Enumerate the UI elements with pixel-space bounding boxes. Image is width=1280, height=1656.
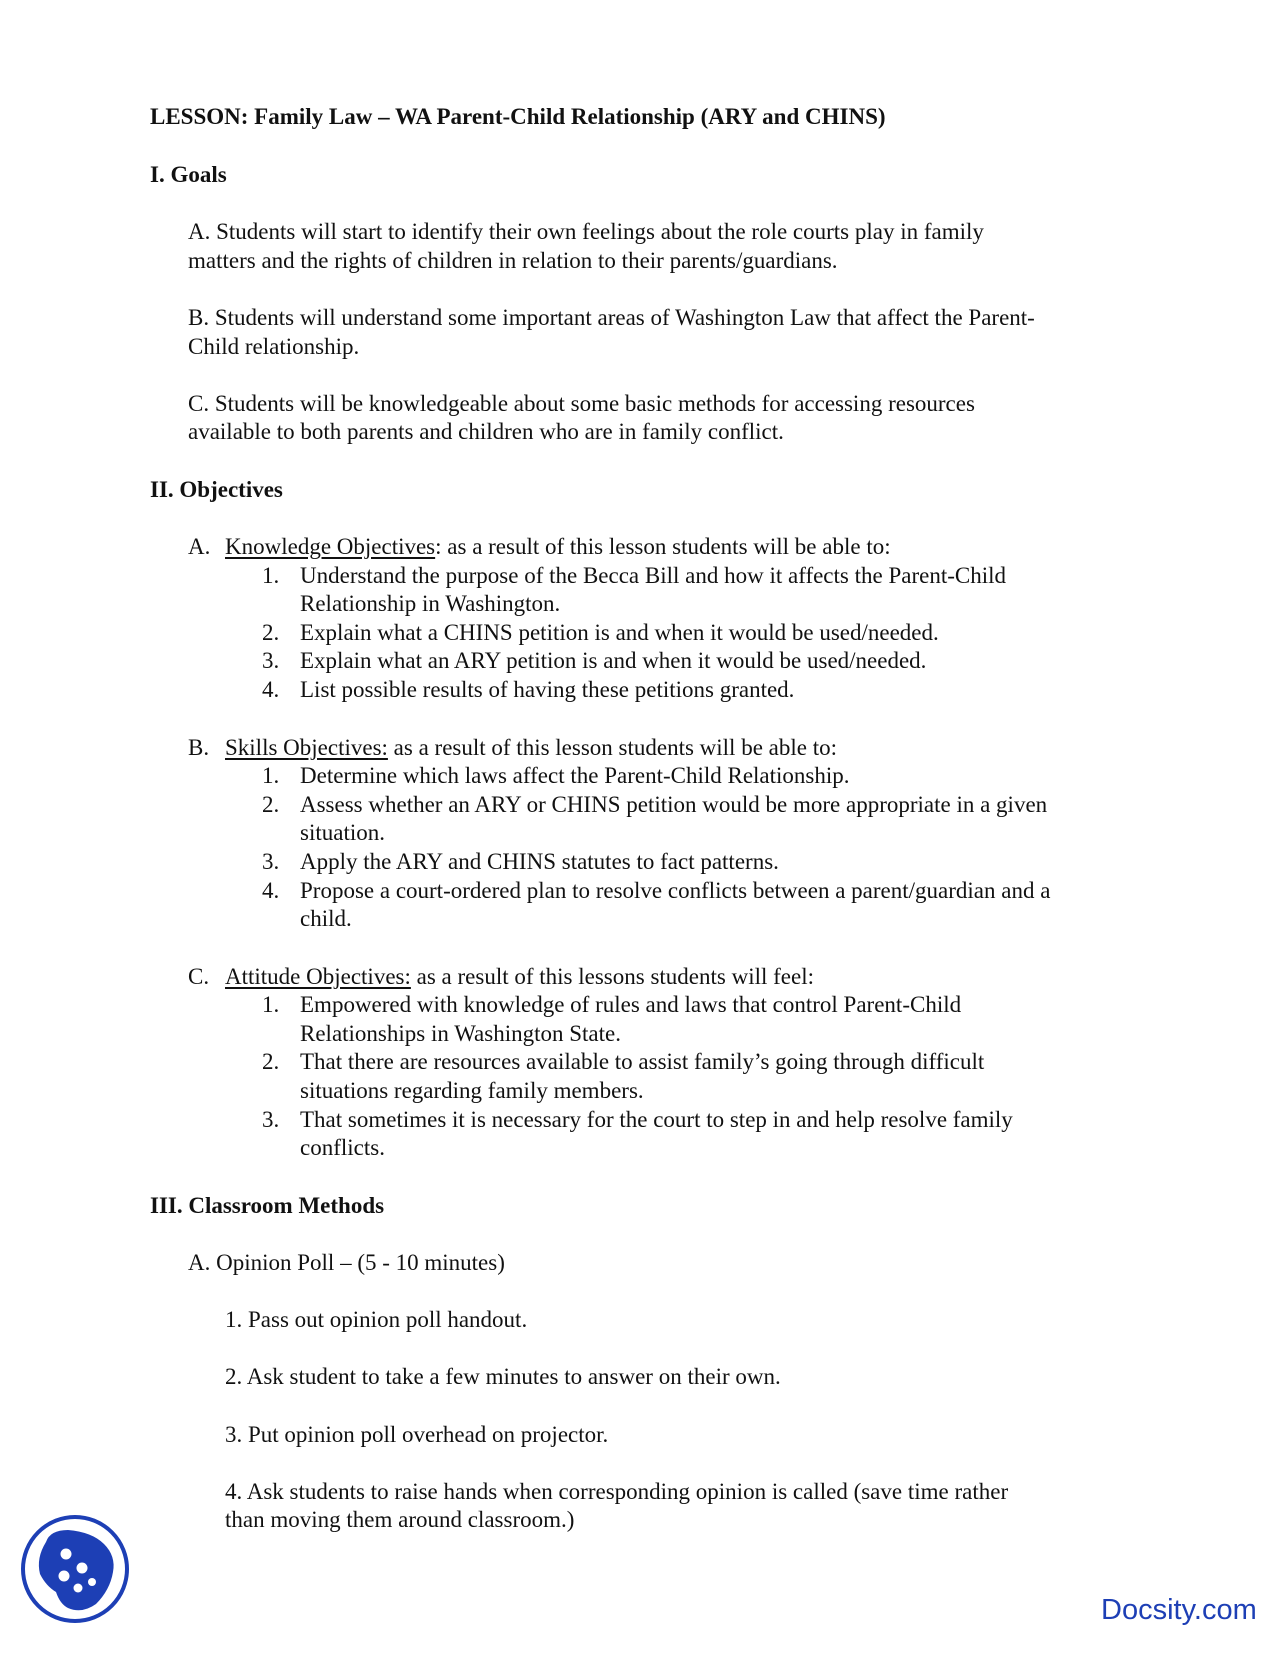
list-item: Apply the ARY and CHINS statutes to fact patterns. [300,849,779,874]
goal-c-line: C. Students will be knowledgeable about some basic methods for accessing resources [188,391,975,416]
method-step: than moving them around classroom.) [225,1507,575,1532]
docsity-watermark: Docsity.com [1101,1594,1257,1626]
knowledge-letter: A. [188,534,211,559]
list-number: 1. [262,992,280,1017]
list-number: 3. [262,1107,280,1132]
list-item: That sometimes it is necessary for the court to step in and help resolve family [300,1107,1013,1132]
skills-objectives-intro [225,734,837,762]
list-item: Relationships in Washington State. [300,1021,621,1046]
list-number: 2. [262,1049,280,1074]
knowledge-objectives-rest: : as a result of this lesson students will be able to: [435,534,891,559]
skills-objectives-rest: as a result of this lesson students will be able to: [387,735,837,760]
knowledge-objectives-intro [225,533,891,561]
method-step: 4. Ask students to raise hands when corresponding opinion is called (save time rather [225,1479,1009,1504]
list-number: 1. [262,563,280,588]
list-item: child. [300,906,352,931]
list-item: Relationship in Washington. [300,591,561,616]
docsity-logo-icon [20,1514,130,1624]
list-item: situations regarding family members. [300,1078,644,1103]
list-item: Understand the purpose of the Becca Bill and how it affects the Parent-Child [300,563,1006,588]
attitude-letter: C. [188,964,210,989]
list-item: List possible results of having these petitions granted. [300,677,795,702]
method-step: 3. Put opinion poll overhead on projector. [225,1422,609,1447]
list-item: Explain what an ARY petition is and when it would be used/needed. [300,648,927,673]
goal-b-line: Child relationship. [188,334,360,359]
goal-c-line: available to both parents and children who are in family conflict. [188,419,784,444]
list-item: conflicts. [300,1135,385,1160]
method-step: 2. Ask student to take a few minutes to answer on their own. [225,1364,781,1389]
knowledge-objectives-label: Knowledge Objectives [225,534,436,559]
objectives-heading: II. Objectives [150,477,283,502]
attitude-objectives-intro [225,963,814,991]
list-number: 1. [262,763,280,788]
list-number: 4. [262,677,280,702]
goal-b-line: B. Students will understand some important areas of Washington Law that affect the Parent- [188,305,1035,330]
goal-a-line: matters and the rights of children in relation to their parents/guardians. [188,248,838,273]
method-step: 1. Pass out opinion poll handout. [225,1307,528,1332]
list-item: That there are resources available to assist family’s going through difficult [300,1049,985,1074]
goals-heading: I. Goals [150,162,227,187]
list-item: Explain what a CHINS petition is and when it would be used/needed. [300,620,939,645]
list-number: 3. [262,648,280,673]
list-item: Propose a court-ordered plan to resolve conflicts between a parent/guardian and a [300,878,1051,903]
method-a: A. Opinion Poll – (5 - 10 minutes) [188,1250,505,1275]
list-item: Assess whether an ARY or CHINS petition would be more appropriate in a given [300,792,1048,817]
list-item: Determine which laws affect the Parent-Child Relationship. [300,763,850,788]
skills-letter: B. [188,735,210,760]
list-number: 3. [262,849,280,874]
lesson-title: LESSON: Family Law – WA Parent-Child Relationship (ARY and CHINS) [150,104,886,129]
list-item: Empowered with knowledge of rules and laws that control Parent-Child [300,992,962,1017]
goal-a-line: A. Students will start to identify their own feelings about the role courts play in family [188,219,984,244]
methods-heading: III. Classroom Methods [150,1193,385,1218]
list-number: 2. [262,792,280,817]
attitude-objectives-label: Attitude Objectives: [225,964,411,989]
list-number: 2. [262,620,280,645]
attitude-objectives-rest: as a result of this lessons students will feel: [410,964,814,989]
skills-objectives-label: Skills Objectives: [225,735,388,760]
list-item: situation. [300,820,385,845]
list-number: 4. [262,878,280,903]
